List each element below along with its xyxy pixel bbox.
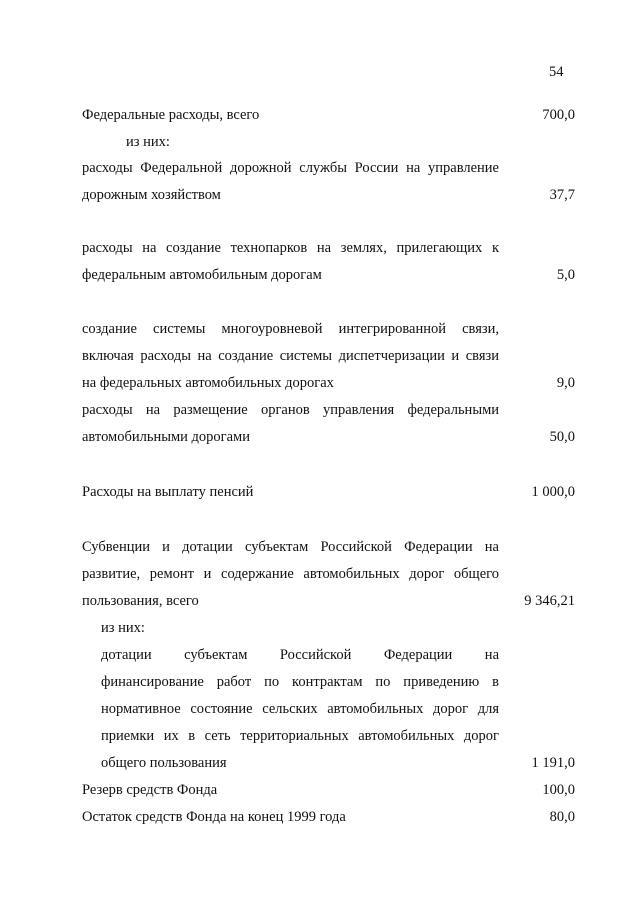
row-subventions-value: 9 346,21 <box>524 593 575 609</box>
row-rural-roads-line-5: общего пользования <box>101 755 227 771</box>
row-of-which-label: из них: <box>126 134 170 150</box>
row-fds-management-line-1: расходы Федеральной дорожной службы России на управление <box>82 160 499 176</box>
row-communication-line-3: на федеральных автомобильных дорогах <box>82 375 334 391</box>
row-technoparks-line-2: федеральным автомобильным дорогам <box>82 267 322 283</box>
row-rural-roads-line-4: приемки их в сеть территориальных автомобильных дорог <box>101 728 499 744</box>
row-of-which-2-label: из них: <box>101 620 145 636</box>
row-federal-total-label: Федеральные расходы, всего <box>82 107 260 123</box>
row-management-bodies-value: 50,0 <box>549 429 575 445</box>
row-federal-total-value: 700,0 <box>542 107 575 123</box>
row-rural-roads-line-2: финансирование работ по контрактам по приведению в <box>101 674 499 690</box>
row-communication-value: 9,0 <box>556 375 575 391</box>
row-fund-balance-value: 80,0 <box>549 809 575 825</box>
row-fds-management-line-2: дорожным хозяйством <box>82 187 221 203</box>
row-communication-line-2: включая расходы на создание системы диспетчеризации и связи <box>82 348 499 364</box>
row-pensions-value: 1 000,0 <box>531 484 575 500</box>
row-fund-reserve-value: 100,0 <box>542 782 575 798</box>
row-subventions-line-2: развитие, ремонт и содержание автомобильных дорог общего <box>82 566 499 582</box>
row-management-bodies-line-2: автомобильными дорогами <box>82 429 250 445</box>
row-rural-roads-line-1: дотации субъектам Российской Федерации на <box>101 647 499 663</box>
row-communication-line-1: создание системы многоуровневой интегрированной связи, <box>82 321 499 337</box>
row-management-bodies-line-1: расходы на размещение органов управления федеральными <box>82 402 499 418</box>
row-technoparks-line-1: расходы на создание технопарков на землях, прилегающих к <box>82 240 499 256</box>
row-subventions-line-3: пользования, всего <box>82 593 199 609</box>
row-subventions-line-1: Субвенции и дотации субъектам Российской Федерации на <box>82 539 499 555</box>
row-rural-roads-value: 1 191,0 <box>531 755 575 771</box>
row-pensions-label: Расходы на выплату пенсий <box>82 484 254 500</box>
row-technoparks-value: 5,0 <box>556 267 575 283</box>
row-fund-reserve-label: Резерв средств Фонда <box>82 782 218 798</box>
page-number: 54 <box>549 64 564 80</box>
row-fund-balance-label: Остаток средств Фонда на конец 1999 года <box>82 809 346 825</box>
row-fds-management-value: 37,7 <box>549 187 575 203</box>
row-rural-roads-line-3: нормативное состояние сельских автомобильных дорог для <box>101 701 499 717</box>
